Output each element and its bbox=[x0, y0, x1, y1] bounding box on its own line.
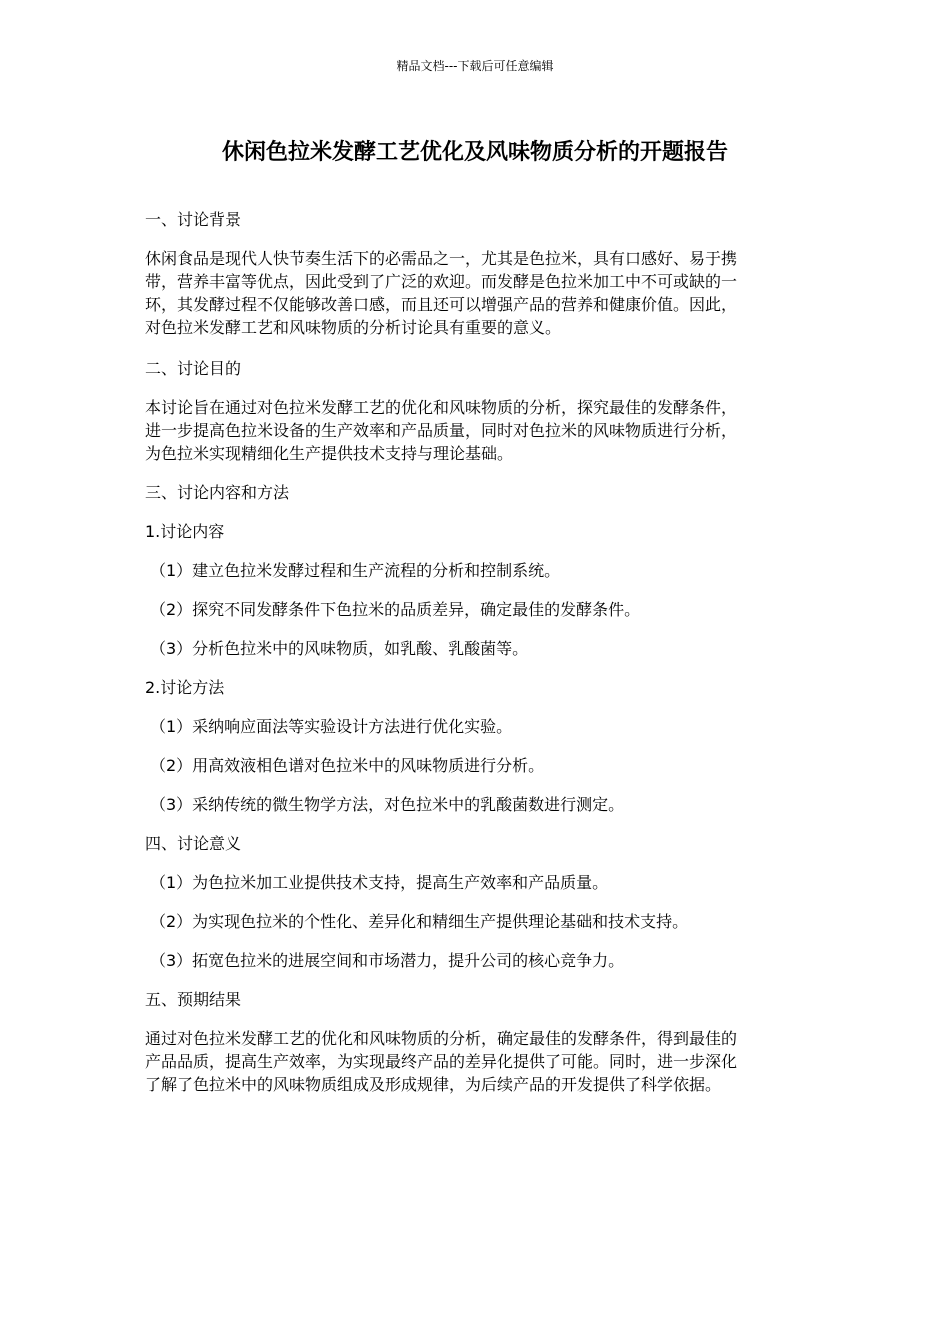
paragraph-line: 为色拉米实现精细化生产提供技术支持与理论基础。 bbox=[145, 444, 514, 463]
list-item: （3）采纳传统的微生物学方法，对色拉米中的乳酸菌数进行测定。 bbox=[150, 795, 625, 814]
list-item: （3）拓宽色拉米的进展空间和市场潜力，提升公司的核心竞争力。 bbox=[150, 951, 625, 970]
paragraph-expected bbox=[145, 1027, 805, 1096]
section-heading-content-methods: 三、讨论内容和方法 bbox=[145, 483, 290, 502]
list-item: （2）探究不同发酵条件下色拉米的品质差异，确定最佳的发酵条件。 bbox=[150, 600, 641, 619]
paragraph-line: 对色拉米发酵工艺和风味物质的分析讨论具有重要的意义。 bbox=[145, 318, 562, 337]
section-heading-significance: 四、讨论意义 bbox=[145, 834, 242, 853]
paragraph-line: 带，营养丰富等优点，因此受到了广泛的欢迎。而发酵是色拉米加工中不可或缺的一 bbox=[145, 272, 738, 291]
list-item: （3）分析色拉米中的风味物质，如乳酸、乳酸菌等。 bbox=[150, 639, 529, 658]
list-item: （1）为色拉米加工业提供技术支持，提高生产效率和产品质量。 bbox=[150, 873, 609, 892]
list-item: （2）用高效液相色谱对色拉米中的风味物质进行分析。 bbox=[150, 756, 545, 775]
section-heading-expected: 五、预期结果 bbox=[145, 990, 242, 1009]
subheading-content: 1.讨论内容 bbox=[145, 522, 225, 541]
paragraph-line: 通过对色拉米发酵工艺的优化和风味物质的分析，确定最佳的发酵条件，得到最佳的 bbox=[145, 1029, 738, 1048]
page-header: 精品文档---下载后可任意编辑 bbox=[396, 59, 554, 73]
paragraph-background bbox=[145, 247, 805, 339]
paragraph-line: 进一步提高色拉米设备的生产效率和产品质量，同时对色拉米的风味物质进行分析， bbox=[145, 421, 738, 440]
paragraph-line: 休闲食品是现代人快节奏生活下的必需品之一，尤其是色拉米，具有口感好、易于携 bbox=[145, 249, 738, 268]
subheading-methods: 2.讨论方法 bbox=[145, 678, 225, 697]
paragraph-line: 产品品质，提高生产效率，为实现最终产品的差异化提供了可能。同时，进一步深化 bbox=[145, 1052, 738, 1071]
list-item: （2）为实现色拉米的个性化、差异化和精细生产提供理论基础和技术支持。 bbox=[150, 912, 689, 931]
list-item: （1）采纳响应面法等实验设计方法进行优化实验。 bbox=[150, 717, 513, 736]
paragraph-line: 了解了色拉米中的风味物质组成及形成规律，为后续产品的开发提供了科学依据。 bbox=[145, 1075, 722, 1094]
paragraph-purpose bbox=[145, 396, 805, 465]
section-heading-background: 一、讨论背景 bbox=[145, 210, 242, 229]
section-heading-purpose: 二、讨论目的 bbox=[145, 359, 242, 378]
paragraph-line: 环，其发酵过程不仅能够改善口感，而且还可以增强产品的营养和健康价值。因此， bbox=[145, 295, 738, 314]
list-item: （1）建立色拉米发酵过程和生产流程的分析和控制系统。 bbox=[150, 561, 561, 580]
document-title: 休闲色拉米发酵工艺优化及风味物质分析的开题报告 bbox=[221, 140, 728, 165]
paragraph-line: 本讨论旨在通过对色拉米发酵工艺的优化和风味物质的分析，探究最佳的发酵条件， bbox=[145, 398, 738, 417]
